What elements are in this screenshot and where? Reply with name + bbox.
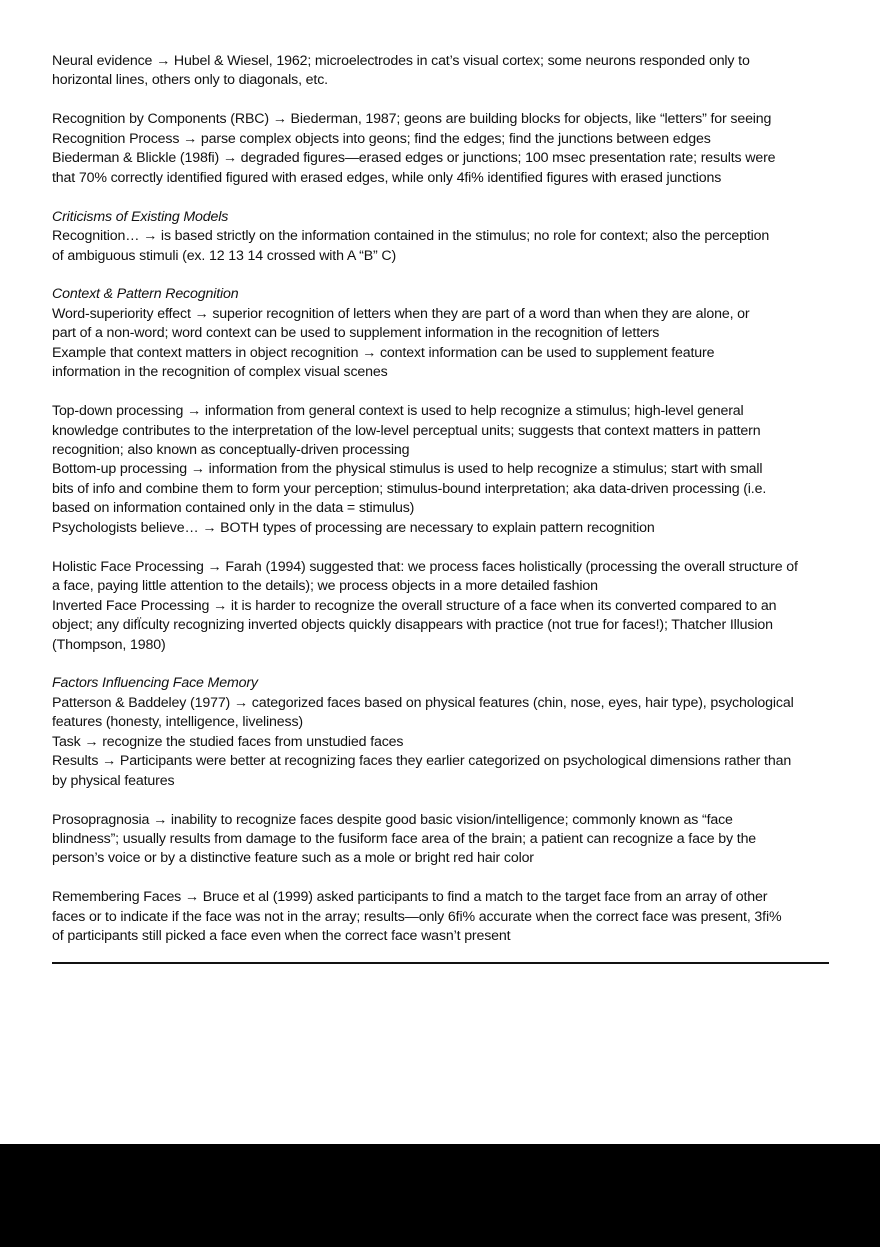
horizontal-divider [52,962,829,964]
section-context-pattern-recognition [52,285,832,382]
text-line: blindness”; usually results from damage to the fusiform face area of the brain; a patient can recognize a face by the [52,831,757,848]
text-line: horizontal lines, others only to diagonals, etc. [52,72,328,89]
text-line: Bottom-up processing → information from the physical stimulus is used to help recognize a stimulus; start with small [52,461,763,478]
text-line: Biederman & Blickle (198fi) → degraded figures—erased edges or junctions; 100 msec presentation rate; results were [52,150,776,167]
text-line: Results → Participants were better at recognizing faces they earlier categorized on psychological dimensions rather than [52,753,792,770]
text-line: features (honesty, intelligence, liveliness) [52,714,304,731]
text-line: a face, paying little attention to the details); we process objects in a more detailed fashion [52,578,598,595]
text-line: of ambiguous stimuli (ex. 12 13 14 crossed with A “B” C) [52,247,397,264]
section-neural-evidence [52,52,832,91]
text-line: person’s voice or by a distinctive feature such as a mole or bright red hair color [52,850,534,867]
text-line: faces or to indicate if the face was not in the array; results—only 6fi% accurate when the correct face was present, 3fi% [52,908,782,925]
text-line: that 70% correctly identified figured with erased edges, while only 4fi% identified figures with erased junctions [52,169,722,186]
text-line: object; any difÏculty recognizing inverted objects quickly disappears with practice (not true for faces!); Thatcher Illusion [52,617,773,634]
text-line: Neural evidence → Hubel & Wiesel, 1962; microelectrodes in cat’s visual cortex; some neurons responded only to [52,53,750,69]
text-line: part of a non-word; word context can be used to supplement information in the recognition of letters [52,325,660,342]
text-line: Top-down processing → information from general context is used to help recognize a stimulus; high-level general [52,403,744,420]
text-line: knowledge contributes to the interpretation of the low-level perceptual units; suggests that context matters in pattern [52,422,761,439]
text-line: (Thompson, 1980) [52,636,166,653]
section-recognition-by-components [52,110,832,188]
section-face-processing [52,558,832,655]
document-body [52,52,832,966]
section-criticisms [52,208,832,266]
section-heading: Factors Influencing Face Memory [52,675,258,692]
text-line: Task → recognize the studied faces from unstudied faces [52,733,404,750]
text-line: Recognition by Components (RBC) → Biederman, 1987; geons are building blocks for objects, like “letters” for seeing [52,111,772,128]
text-line: recognition; also known as conceptually-driven processing [52,442,410,458]
text-line: Inverted Face Processing → it is harder to recognize the overall structure of a face when its converted compared to an [52,597,777,614]
section-processing [52,402,832,538]
text-line: Word-superiority effect → superior recognition of letters when they are part of a word than when they are alone, or [52,305,750,322]
text-line: based on information contained only in the data = stimulus) [52,500,415,517]
section-heading: Context & Pattern Recognition [52,286,239,303]
text-line: bits of info and combine them to form your perception; stimulus-bound interpretation; aka data-driven processing (i.e. [52,480,767,497]
text-line: of participants still picked a face even when the correct face wasn’t present [52,928,511,945]
text-line: Patterson & Baddeley (1977) → categorized faces based on physical features (chin, nose, eyes, hair type), psychological [52,694,794,711]
text-line: by physical features [52,772,175,789]
section-remembering-faces [52,888,832,946]
text-line: Recognition… → is based strictly on the information contained in the stimulus; no role for context; also the perception [52,228,770,245]
section-face-memory [52,674,832,791]
text-line: Remembering Faces → Bruce et al (1999) asked participants to find a match to the target face from an array of other [52,889,768,906]
text-line: Psychologists believe… → BOTH types of processing are necessary to explain pattern recognition [52,519,655,536]
text-line: Prosopragnosia → inability to recognize faces despite good basic vision/intelligence; commonly known as “face [52,811,733,828]
text-line: Example that context matters in object recognition → context information can be used to supplement feature [52,344,715,361]
text-line: Recognition Process → parse complex objects into geons; find the edges; find the junctions between edges [52,130,711,147]
page-bottom-black-band [0,1144,880,1247]
section-heading: Criticisms of Existing Models [52,208,229,225]
text-line: information in the recognition of complex visual scenes [52,364,388,381]
section-prosopagnosia [52,811,832,869]
text-line: Holistic Face Processing → Farah (1994) suggested that: we process faces holistically (processing the overall structure of [52,558,798,575]
